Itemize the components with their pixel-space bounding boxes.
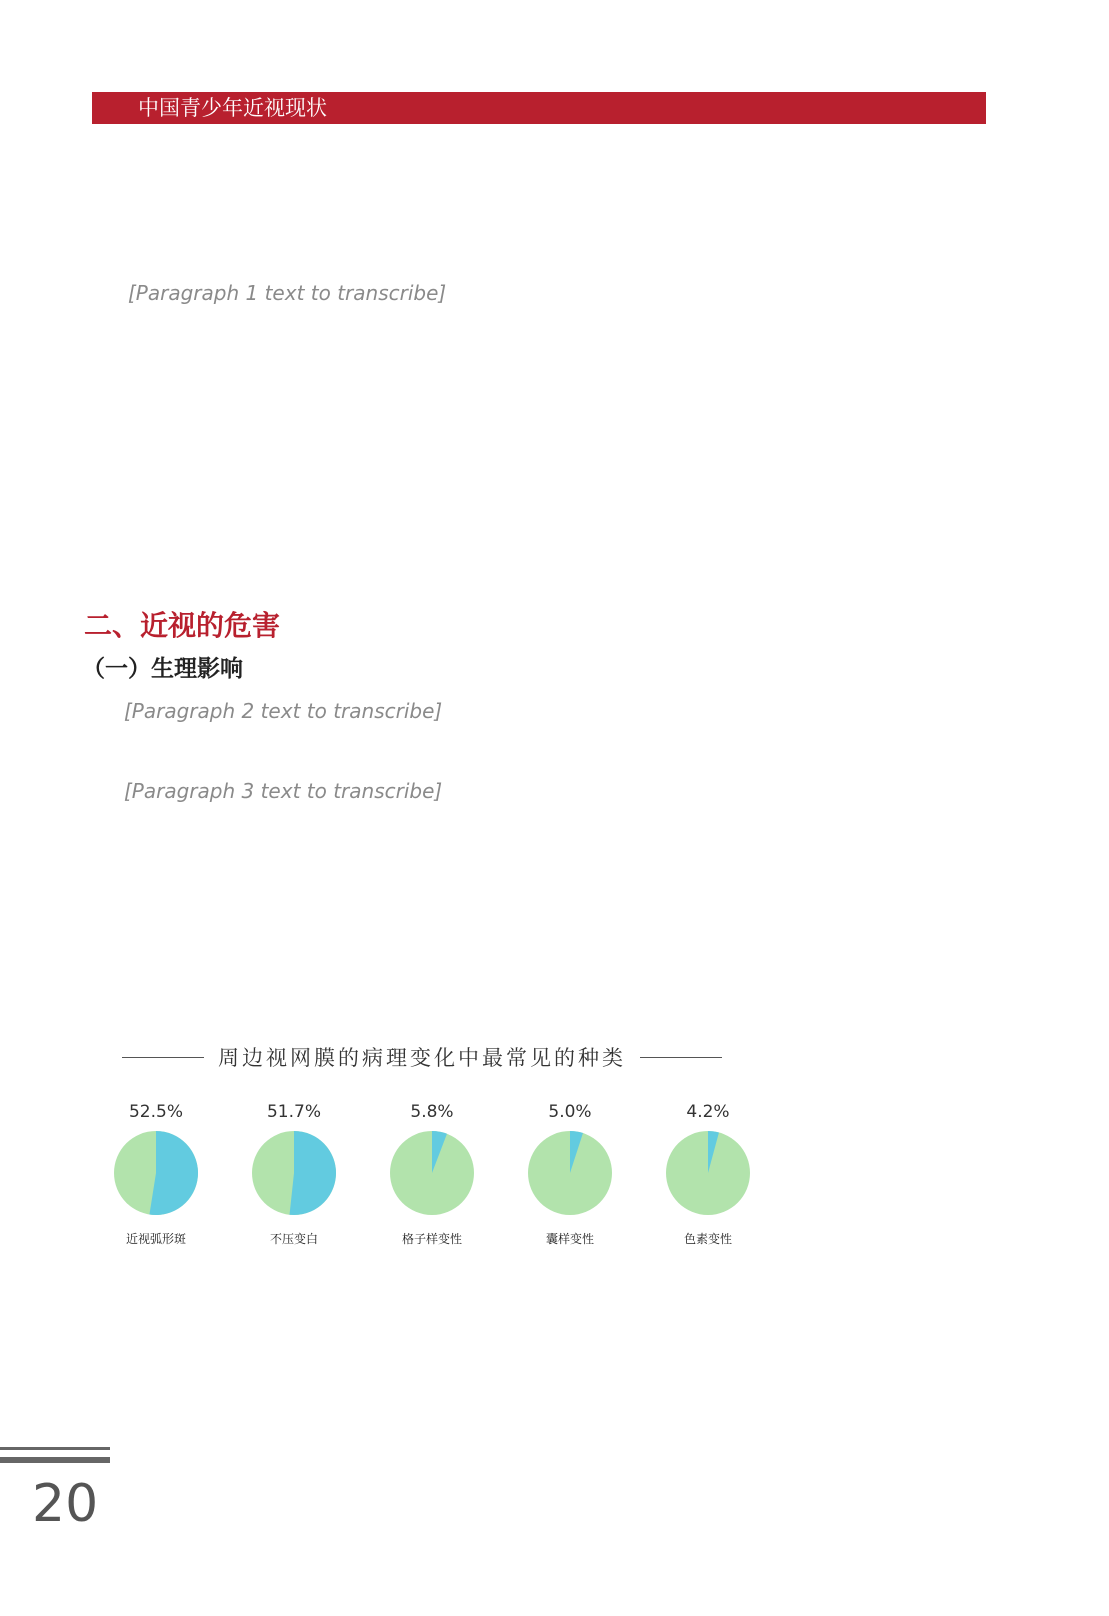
subsection-heading: （一）生理影响: [82, 656, 243, 682]
chapter-title-bar: 中国青少年近视现状: [92, 92, 986, 124]
pie-chart: [638, 1102, 778, 1247]
pie-chart: [362, 1102, 502, 1247]
pie-value-label: 51.7%: [266, 1102, 321, 1122]
pie-category-label: 色素变性: [683, 1232, 732, 1246]
pie-value-label: 5.0%: [548, 1102, 592, 1122]
pie-chart: [86, 1102, 226, 1247]
pie-value-label: 5.8%: [410, 1102, 454, 1122]
pie-svg: [249, 1128, 339, 1218]
paragraph-1: [Paragraph 1 text to transcribe]: [128, 281, 447, 305]
pie-svg: [387, 1128, 477, 1218]
page-number: 20: [32, 1474, 99, 1534]
chart-title: [122, 1042, 722, 1072]
chart-title-rule-left: [122, 1057, 204, 1058]
section-heading: 二、近视的危害: [84, 609, 281, 642]
pie-value-label: 52.5%: [128, 1102, 183, 1122]
pie-chart: [224, 1102, 364, 1247]
pie-value-label: 4.2%: [686, 1102, 730, 1122]
pie-category-label: 格子样变性: [401, 1232, 462, 1246]
pie-svg: [663, 1128, 753, 1218]
footer-rule-bottom: [0, 1457, 110, 1463]
pie-category-label: 囊样变性: [545, 1232, 594, 1246]
footer-rule-top: [0, 1447, 110, 1450]
paragraph-3: [Paragraph 3 text to transcribe]: [124, 779, 443, 803]
pie-slice: [290, 1131, 336, 1215]
paragraph-2: [Paragraph 2 text to transcribe]: [124, 699, 443, 723]
chart-title-rule-right: [640, 1057, 722, 1058]
pie-category-label: 不压变白: [269, 1232, 318, 1246]
pie-slice: [149, 1131, 198, 1215]
pie-chart: [500, 1102, 640, 1247]
chart-title-text: 周边视网膜的病理变化中最常见的种类: [218, 1046, 626, 1070]
pie-svg: [525, 1128, 615, 1218]
pie-svg: [111, 1128, 201, 1218]
pie-category-label: 近视弧形斑: [125, 1232, 186, 1246]
